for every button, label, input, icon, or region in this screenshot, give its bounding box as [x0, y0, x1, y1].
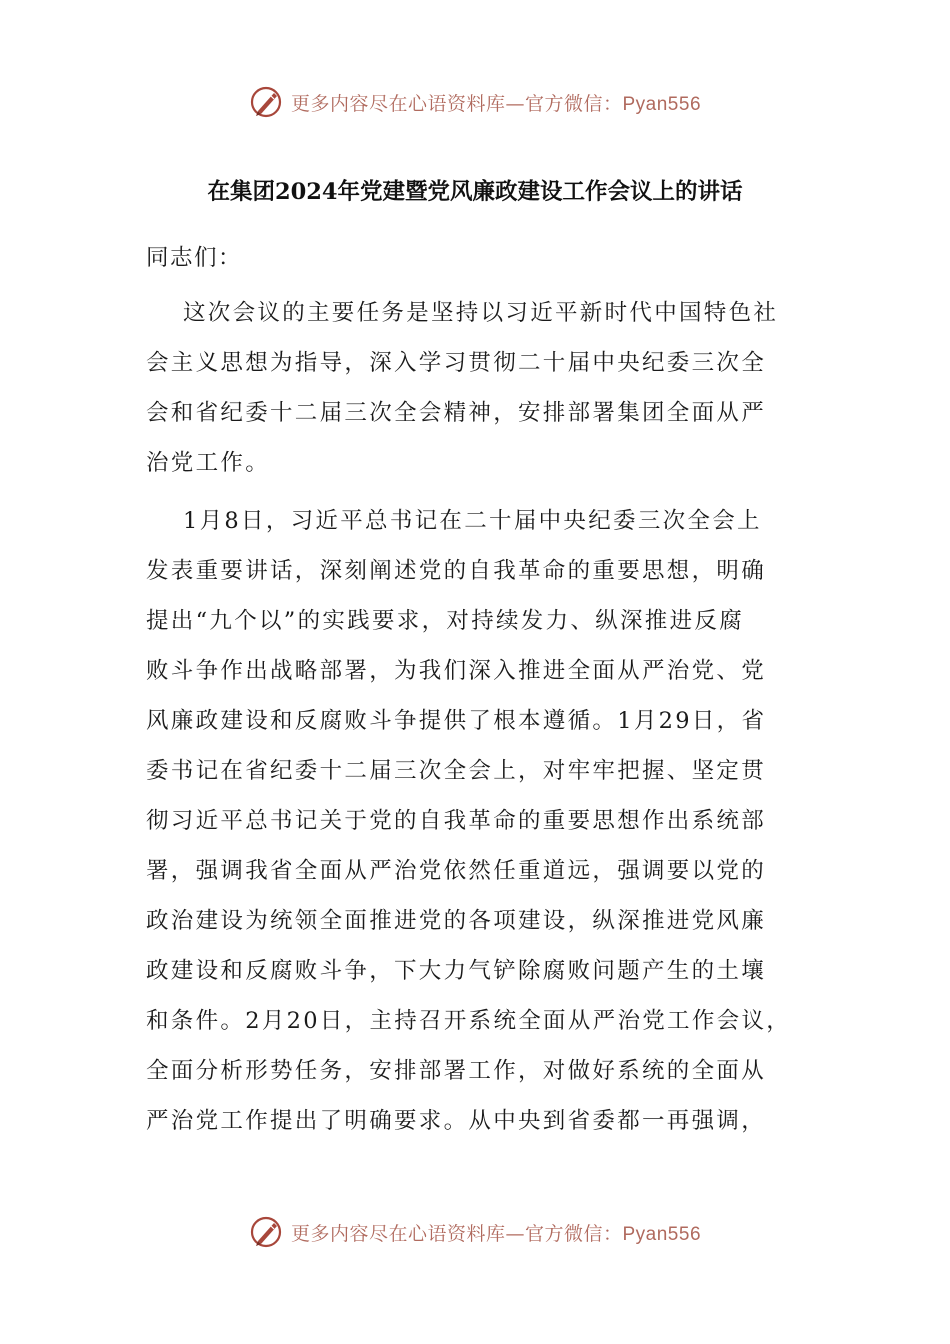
paragraph	[146, 293, 796, 493]
text-line: 这次会议的主要任务是坚持以习近平新时代中国特色社	[183, 300, 779, 326]
text-line: 会主义思想为指导，深入学习贯彻二十届中央纪委三次全	[146, 350, 767, 376]
text-line: 提出“九个以”的实践要求，对持续发力、纵深推进反腐	[146, 608, 745, 634]
text-line: 全面分析形势任务，安排部署工作，对做好系统的全面从	[146, 1058, 767, 1084]
text-line: 败斗争作出战略部署，为我们深入推进全面从严治党、党	[146, 658, 767, 684]
watermark-text: 更多内容尽在心语资料库—官方微信：Pyan556	[290, 1222, 702, 1245]
pen-logo-icon	[249, 84, 285, 120]
document-body	[146, 293, 796, 1159]
pen-logo-icon	[249, 1214, 285, 1250]
watermark-text: 更多内容尽在心语资料库—官方微信：Pyan556	[290, 92, 702, 115]
text-line: 政建设和反腐败斗争，下大力气铲除腐败问题产生的土壤	[146, 958, 767, 984]
text-line: 会和省纪委十二届三次全会精神，安排部署集团全面从严	[146, 400, 767, 426]
text-line: 发表重要讲话，深刻阐述党的自我革命的重要思想，明确	[146, 558, 767, 584]
header-watermark	[0, 82, 950, 122]
text-line: 署，强调我省全面从严治党依然任重道远，强调要以党的	[146, 858, 767, 884]
text-line: 1月8日，习近平总书记在二十届中央纪委三次全会上	[183, 508, 762, 534]
footer-watermark	[0, 1212, 950, 1252]
salutation: 同志们：	[146, 245, 243, 271]
text-line: 委书记在省纪委十二届三次全会上，对牢牢把握、坚定贯	[146, 758, 767, 784]
text-line: 彻习近平总书记关于党的自我革命的重要思想作出系统部	[146, 808, 767, 834]
document-title: 在集团2024年党建暨党风廉政建设工作会议上的讲话	[207, 179, 743, 205]
text-line: 和条件。2月20日，主持召开系统全面从严治党工作会议，	[146, 1008, 792, 1034]
text-line: 风廉政建设和反腐败斗争提供了根本遵循。1月29日，省	[146, 708, 767, 734]
text-line: 治党工作。	[146, 450, 271, 476]
paragraph	[146, 501, 796, 1151]
text-line: 政治建设为统领全面推进党的各项建设，纵深推进党风廉	[146, 908, 767, 934]
text-line: 严治党工作提出了明确要求。从中央到省委都一再强调，	[146, 1108, 767, 1134]
